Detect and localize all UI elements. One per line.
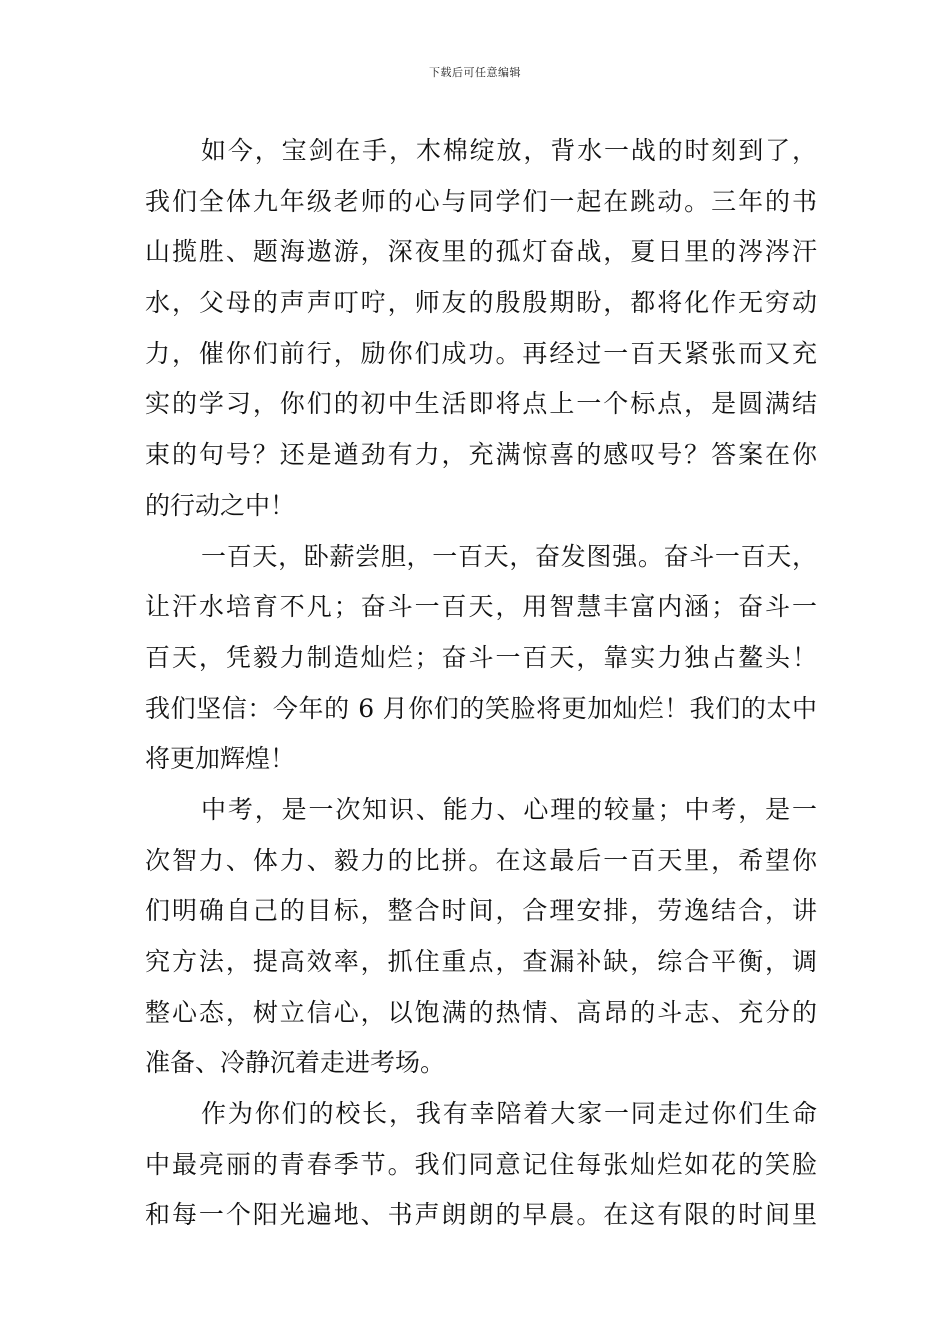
text-line: 让汗水培育不凡；奋斗一百天，用智慧丰富内涵；奋斗一	[145, 592, 817, 622]
text-line: 作为你们的校长，我有幸陪着大家一同走过你们生命	[201, 1099, 817, 1129]
text-line: 将更加辉煌！	[145, 744, 296, 774]
text-line: 实的学习，你们的初中生活即将点上一个标点，是圆满结	[145, 389, 817, 419]
text-line: 一百天，卧薪尝胆，一百天，奋发图强。奋斗一百天，	[201, 541, 817, 571]
text-line: 束的句号？还是遒劲有力，充满惊喜的感叹号？答案在你	[145, 440, 817, 470]
text-line: 和每一个阳光遍地、书声朗朗的早晨。在这有限的时间里	[145, 1200, 817, 1230]
text-line: 水，父母的声声叮咛，师友的殷殷期盼，都将化作无穷动	[145, 288, 817, 318]
text-line: 力，催你们前行，励你们成功。再经过一百天紧张而又充	[145, 338, 817, 368]
page-header: 下载后可任意编辑	[429, 66, 521, 79]
text-line: 中最亮丽的青春季节。我们同意记住每张灿烂如花的笑脸	[145, 1149, 817, 1179]
paragraph-3	[145, 785, 817, 1089]
text-line: 准备、冷静沉着走进考场。	[145, 1048, 446, 1078]
text-line: 山揽胜、题海遨游，深夜里的孤灯奋战，夏日里的涔涔汗	[145, 237, 817, 267]
text-line: 中考，是一次知识、能力、心理的较量；中考，是一	[201, 794, 817, 824]
text-line: 次智力、体力、毅力的比拼。在这最后一百天里，希望你	[145, 845, 817, 875]
text-line: 如今，宝剑在手，木棉绽放，背水一战的时刻到了，	[201, 136, 817, 165]
text-line: 我们全体九年级老师的心与同学们一起在跳动。三年的书	[145, 186, 817, 216]
document-body	[145, 126, 817, 1241]
paragraph-1	[145, 126, 817, 532]
text-line: 们明确自己的目标，整合时间，合理安排，劳逸结合，讲	[145, 896, 817, 926]
text-line: 百天，凭毅力制造灿烂；奋斗一百天，靠实力独占鳌头！	[145, 642, 817, 672]
paragraph-2	[145, 532, 817, 785]
text-line: 我们坚信：今年的 6 月你们的笑脸将更加灿烂！我们的太中	[145, 693, 817, 723]
paragraph-4	[145, 1089, 817, 1241]
text-line: 整心态，树立信心，以饱满的热情、高昂的斗志、充分的	[145, 997, 817, 1027]
text-line: 的行动之中！	[145, 490, 296, 520]
text-line: 究方法，提高效率，抓住重点，查漏补缺，综合平衡，调	[145, 947, 817, 976]
